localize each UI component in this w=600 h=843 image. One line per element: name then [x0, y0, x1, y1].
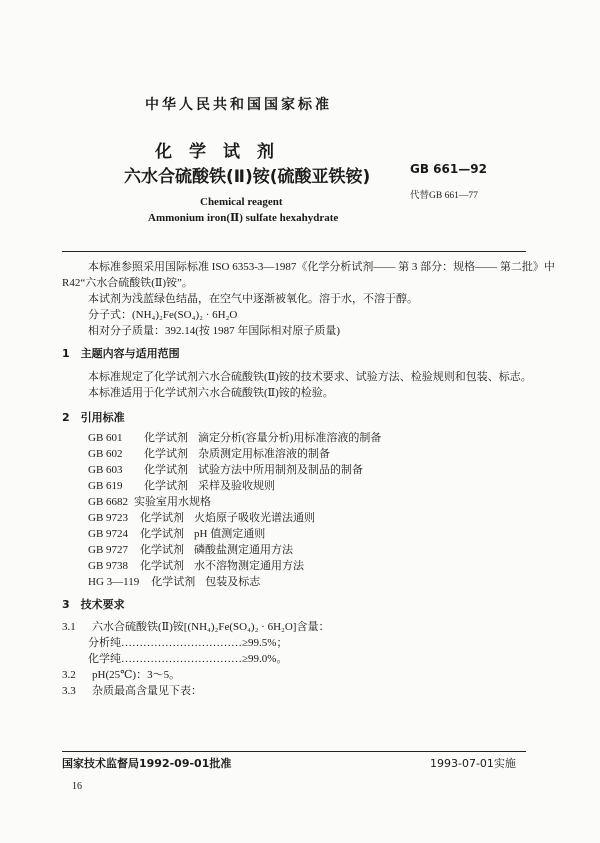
reference-title: 杂质测定用标准溶液的制备 — [198, 448, 330, 460]
intro-line: 分子式：(NH₄)₂Fe(SO₄)₂ · 6H₂O — [88, 309, 238, 321]
clause-3-1-number: 3.1 — [62, 621, 76, 633]
reference-title: 采样及验收规则 — [198, 480, 275, 492]
reference-category: 化学试剂 — [140, 528, 185, 540]
reference-item — [88, 577, 260, 588]
national-standard-heading: 中华人民共和国国家标准 — [145, 97, 332, 113]
reference-category: 化学试剂 — [151, 576, 196, 588]
reference-title: 试验方法中所用制剂及制品的制备 — [198, 464, 363, 476]
reference-item — [88, 497, 211, 508]
reference-code: GB 601 — [88, 432, 123, 444]
intro-line: R42“六水合硫酸铁(Ⅱ)铵”。 — [62, 277, 193, 289]
reference-title: 水不溶物测定通用方法 — [194, 560, 305, 572]
category-title: 化 学 试 剂 — [155, 142, 274, 162]
clause-3-3-text: 杂质最高含量见下表： — [92, 685, 202, 697]
reference-code: HG 3—119 — [88, 576, 140, 588]
reference-item — [88, 545, 293, 556]
reference-category: 化学试剂 — [140, 544, 185, 556]
reference-code: GB 9723 — [88, 512, 129, 524]
reference-title: 滴定分析(容量分析)用标准溶液的制备 — [198, 432, 382, 444]
intro-line: 本标准参照采用国际标准 ISO 6353-3—1987《化学分析试剂—— 第 3 部分：规格—— 第二批》中 — [88, 261, 555, 273]
reference-category: 化学试剂 — [144, 448, 188, 460]
section-1-line: 本标准规定了化学试剂六水合硫酸铁(Ⅱ)铵的技术要求、试验方法、检验规则和包装、标志。 — [88, 371, 532, 383]
reference-title: 磷酸盐测定通用方法 — [194, 544, 294, 556]
reference-code: GB 9724 — [88, 528, 129, 540]
section-2-heading: 2 引用标准 — [62, 411, 125, 424]
clause-3-1-text: 六水合硫酸铁(Ⅱ)铵[(NH₄)₂Fe(SO₄)₂ · 6H₂O]含量： — [92, 621, 330, 633]
reference-item — [88, 529, 265, 540]
section-3-heading: 3 技术要求 — [62, 598, 125, 611]
english-title-1: Chemical reagent — [200, 196, 283, 208]
reference-code: GB 602 — [88, 448, 123, 460]
reference-category: 化学试剂 — [144, 464, 188, 476]
clause-3-2-number: 3.2 — [62, 669, 76, 681]
effective-date: 1993-07-01实施 — [430, 757, 516, 770]
page-number: 16 — [72, 781, 82, 792]
standard-code: GB 661—92 — [410, 162, 487, 176]
intro-line: 相对分子质量：392.14(按 1987 年国际相对原子质量) — [88, 325, 341, 337]
grade-chemical: 化学纯……………………………≥99.0%。 — [88, 653, 288, 665]
clause-3-2-text: pH(25℃)：3～5。 — [92, 669, 181, 681]
grade-analytical: 分析纯……………………………≥99.5%； — [88, 637, 288, 649]
reference-item — [88, 465, 363, 476]
reference-item — [88, 433, 381, 444]
footer-divider — [62, 751, 526, 752]
reference-item — [88, 513, 315, 524]
reference-title: pH 值测定通则 — [194, 528, 266, 540]
clause-3-3-number: 3.3 — [62, 685, 76, 697]
reference-code: GB 603 — [88, 464, 123, 476]
section-1-heading: 1 主题内容与适用范围 — [62, 347, 180, 360]
reference-code: GB 9738 — [88, 560, 129, 572]
reference-category: 化学试剂 — [140, 512, 185, 524]
header-divider — [62, 251, 526, 252]
english-title-2: Ammonium iron(Ⅱ) sulfate hexahydrate — [148, 212, 339, 224]
approval-date: 国家技术监督局1992-09-01批准 — [62, 757, 232, 770]
section-1-line: 本标准适用于化学试剂六水合硫酸铁(Ⅱ)铵的检验。 — [88, 387, 334, 399]
reference-category: 化学试剂 — [140, 560, 185, 572]
reference-category: 化学试剂 — [144, 432, 188, 444]
reference-item — [88, 481, 275, 492]
reference-title: 火焰原子吸收光谱法通则 — [194, 512, 316, 524]
reference-code: GB 9727 — [88, 544, 129, 556]
replaces-note: 代替GB 661—77 — [410, 191, 478, 201]
reference-item — [88, 561, 304, 572]
reference-title: 实验室用水规格 — [134, 496, 212, 508]
reference-code: GB 6682 — [88, 496, 129, 508]
document-title: 六水合硫酸铁(Ⅱ)铵(硫酸亚铁铵) — [124, 167, 371, 187]
reference-code: GB 619 — [88, 480, 123, 492]
intro-line: 本试剂为浅蓝绿色结晶，在空气中逐渐被氧化。溶于水，不溶于醇。 — [88, 293, 418, 305]
reference-category: 化学试剂 — [144, 480, 188, 492]
reference-title: 包装及标志 — [205, 576, 261, 588]
reference-item — [88, 449, 330, 460]
